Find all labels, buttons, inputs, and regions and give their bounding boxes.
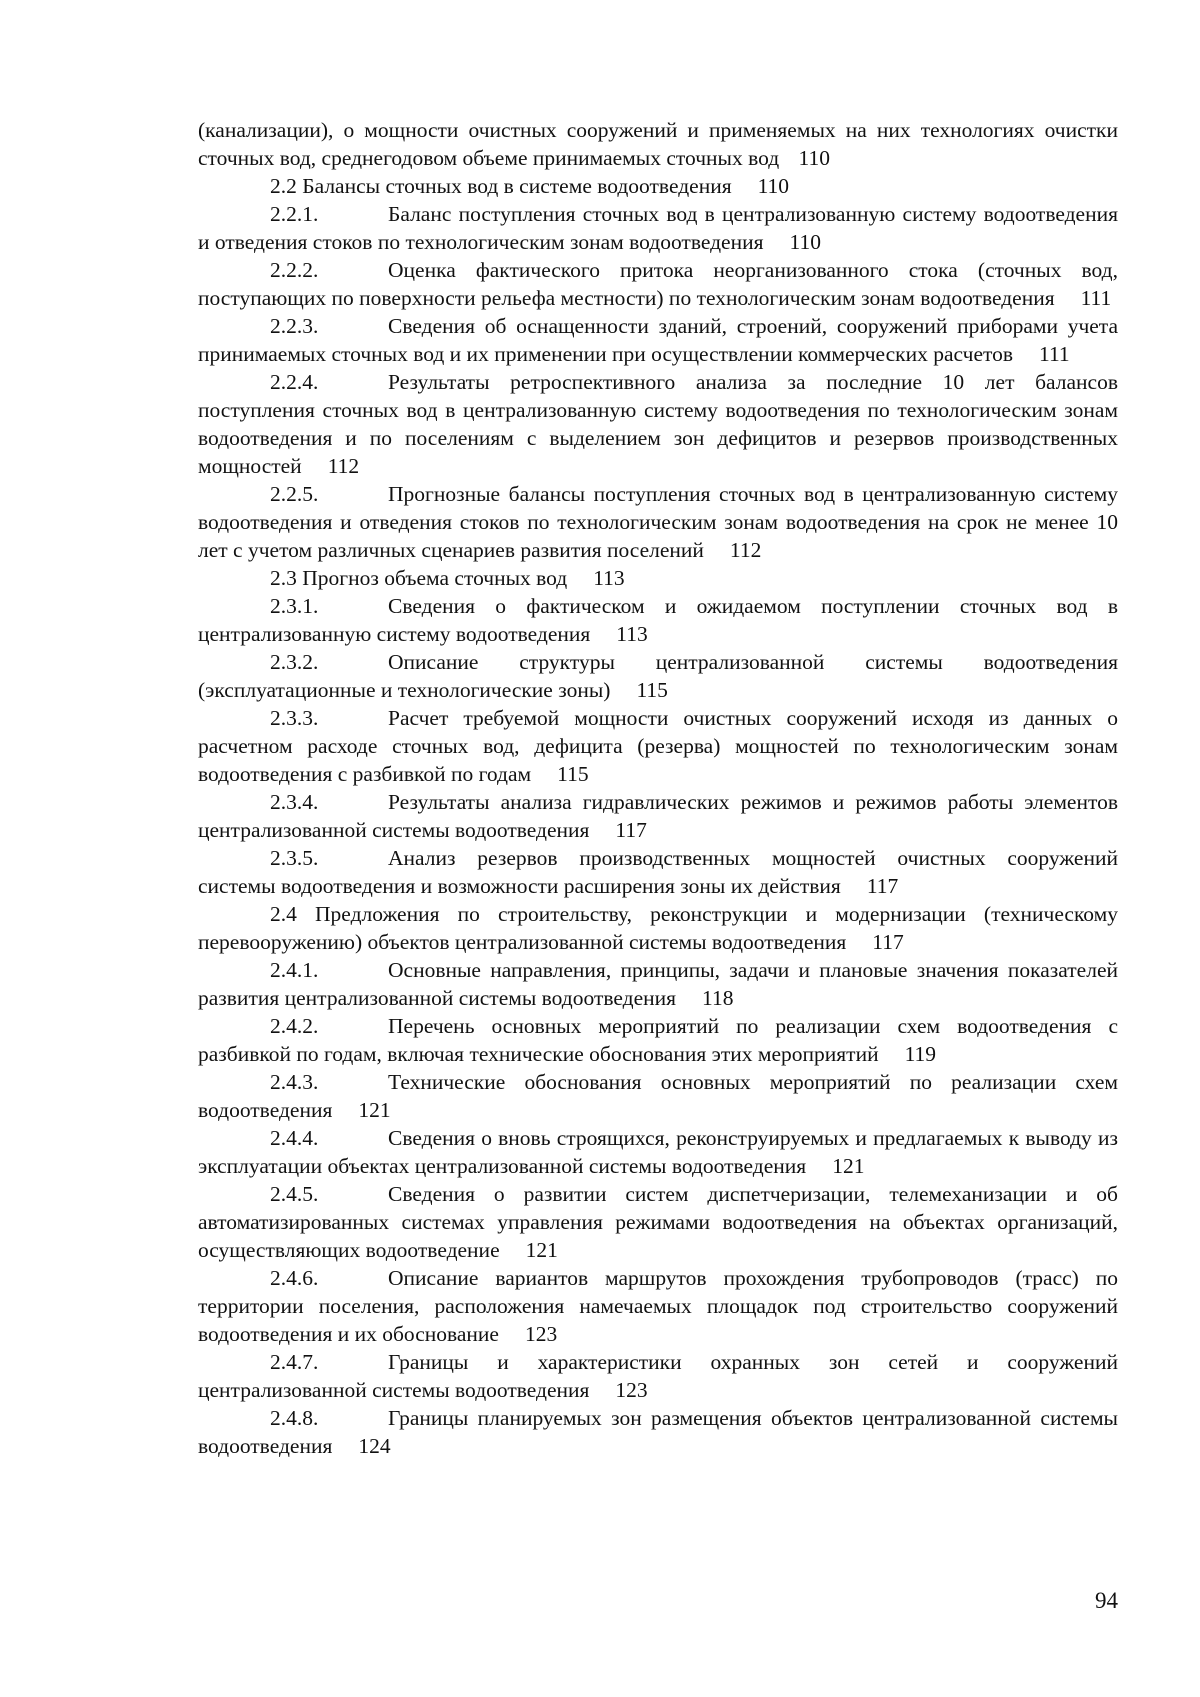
toc-entry	[198, 200, 1118, 256]
toc-entry-page: 112	[327, 454, 360, 478]
toc-entry-page: 121	[358, 1098, 391, 1122]
toc-entry	[198, 1404, 1118, 1460]
toc-entry-page: 112	[729, 538, 762, 562]
toc-entry-number: 2.2.5.	[270, 482, 319, 506]
toc-entry-page: 110	[789, 230, 821, 254]
toc-entries	[198, 172, 1118, 1460]
toc-entry-title: Прогнозные балансы поступления сточных вод в централизованную систему водоотведения и отведения стоков по технологическим зонам водоотведения на срок не менее 10 лет с учетом различных сценариев развития поселений	[198, 482, 1118, 562]
toc-entry-title: Результаты ретроспективного анализа за последние 10 лет балансов поступления сточных вод в централизованную систему водоотведения по технологическим зонам водоотведения и по поселениям с выделением зон дефицитов и резервов производственных мощностей	[198, 370, 1118, 478]
toc-continuation	[198, 116, 1118, 172]
toc-entry	[198, 256, 1118, 312]
page-number: 94	[1095, 1588, 1118, 1613]
toc-entry	[198, 956, 1118, 1012]
toc-entry-title: Описание структуры централизованной системы водоотведения (эксплуатационные и технологические зоны)	[198, 650, 1118, 702]
toc-entry-title: Сведения о развитии систем диспетчеризации, телемеханизации и об автоматизированных системах управления режимами водоотведения на объектах организаций, осуществляющих водоотведение	[198, 1182, 1118, 1262]
toc-entry-page: 123	[524, 1322, 558, 1346]
toc-entry-page: 121	[525, 1238, 558, 1262]
toc-entry-title: Границы и характеристики охранных зон сетей и сооружений централизованной системы водоотведения	[198, 1350, 1118, 1402]
toc-entry-page: 115	[557, 762, 589, 786]
toc-entry-page: 110	[757, 174, 790, 198]
toc-entry	[198, 1068, 1118, 1124]
toc-entry-title: Перечень основных мероприятий по реализации схем водоотведения с разбивкой по годам, включая технические обоснования этих мероприятий	[198, 1014, 1118, 1066]
toc-entry	[198, 704, 1118, 788]
toc-entry-page: 113	[616, 622, 648, 646]
toc-entry-page: 119	[904, 1042, 937, 1066]
toc-entry	[198, 592, 1118, 648]
toc-entry-number: 2.2	[270, 174, 297, 198]
toc-entry-page: 121	[832, 1154, 865, 1178]
toc-entry	[198, 788, 1118, 844]
toc-entry-number: 2.3.5.	[270, 846, 319, 870]
toc-entry	[198, 900, 1118, 956]
toc-entry-number: 2.4.5.	[270, 1182, 319, 1206]
toc-entry-number: 2.4.8.	[270, 1406, 319, 1430]
toc-entry-title: Балансы сточных вод в системе водоотведения	[302, 174, 732, 198]
toc-entry-page: 111	[1080, 286, 1112, 310]
toc-entry-page: 113	[593, 566, 625, 590]
toc-entry-number: 2.3.4.	[270, 790, 319, 814]
toc-entry	[198, 312, 1118, 368]
toc-entry-page: 117	[866, 874, 899, 898]
toc-entry-number: 2.4.4.	[270, 1126, 319, 1150]
toc-entry-number: 2.4.6.	[270, 1266, 319, 1290]
toc-entry	[198, 172, 1118, 200]
toc-entry	[198, 480, 1118, 564]
toc-entry	[198, 844, 1118, 900]
toc-entry-number: 2.4	[270, 902, 297, 926]
toc-entry-number: 2.2.1.	[270, 202, 319, 226]
toc-entry-page: 117	[615, 818, 647, 842]
toc-entry-title: Описание вариантов маршрутов прохождения трубопроводов (трасс) по территории поселения, расположения намечаемых площадок под строительство сооружений водоотведения и их обоснование	[198, 1266, 1118, 1346]
toc-entry-title: Прогноз объема сточных вод	[302, 566, 568, 590]
toc-entry-number: 2.3	[270, 566, 297, 590]
toc-entry-title: Результаты анализа гидравлических режимов и режимов работы элементов централизованной системы водоотведения	[198, 790, 1118, 842]
toc-entry-page: 115	[636, 678, 668, 702]
toc-entry-title: Анализ резервов производственных мощностей очистных сооружений системы водоотведения и возможности расширения зоны их действия	[198, 846, 1118, 898]
toc-entry-number: 2.2.4.	[270, 370, 319, 394]
toc-entry-page: 118	[702, 986, 734, 1010]
toc-entry-title: Баланс поступления сточных вод в централизованную систему водоотведения и отведения стоков по технологическим зонам водоотведения	[198, 202, 1118, 254]
toc-entry-page: 124	[358, 1434, 391, 1458]
toc-entry-number: 2.2.2.	[270, 258, 319, 282]
toc-entry	[198, 564, 1118, 592]
toc-entry	[198, 1180, 1118, 1264]
toc-entry-number: 2.3.3.	[270, 706, 319, 730]
toc-entry-title: Основные направления, принципы, задачи и плановые значения показателей развития централизованной системы водоотведения	[198, 958, 1118, 1010]
toc-entry-number: 2.4.1.	[270, 958, 319, 982]
toc-entry-number: 2.3.2.	[270, 650, 319, 674]
toc-entry-title: Оценка фактического притока неорганизованного стока (сточных вод, поступающих по поверхности рельефа местности) по технологическим зонам водоотведения	[198, 258, 1118, 310]
toc-entry	[198, 368, 1118, 480]
toc-entry-title: Технические обоснования основных мероприятий по реализации схем водоотведения	[198, 1070, 1118, 1122]
toc-page	[198, 116, 1118, 1460]
toc-entry-number: 2.4.7.	[270, 1350, 319, 1374]
toc-entry-number: 2.4.3.	[270, 1070, 319, 1094]
toc-entry	[198, 1124, 1118, 1180]
toc-entry-title: Сведения о фактическом и ожидаемом поступлении сточных вод в централизованную систему водоотведения	[198, 594, 1118, 646]
toc-entry	[198, 648, 1118, 704]
toc-entry-page: 123	[615, 1378, 648, 1402]
toc-continuation-page: 110	[798, 146, 830, 170]
toc-entry	[198, 1348, 1118, 1404]
toc-entry-title: Сведения о вновь строящихся, реконструируемых и предлагаемых к выводу из эксплуатации объектах централизованной системы водоотведения	[198, 1126, 1118, 1178]
toc-entry-number: 2.2.3.	[270, 314, 319, 338]
toc-entry-title: Предложения по строительству, реконструкции и модернизации (техническому перевооружению) объектов централизованной системы водоотведения	[198, 902, 1118, 954]
toc-entry-number: 2.4.2.	[270, 1014, 319, 1038]
toc-entry	[198, 1264, 1118, 1348]
toc-entry	[198, 1012, 1118, 1068]
toc-continuation-text: (канализации), о мощности очистных сооружений и применяемых на них технологиях очистки сточных вод, среднегодовом объеме принимаемых сточных вод	[198, 118, 1118, 170]
toc-entry-number: 2.3.1.	[270, 594, 319, 618]
toc-entry-title: Расчет требуемой мощности очистных сооружений исходя из данных о расчетном расходе сточных вод, дефицита (резерва) мощностей по технологическим зонам водоотведения с разбивкой по годам	[198, 706, 1118, 786]
toc-entry-title: Сведения об оснащенности зданий, строений, сооружений приборами учета принимаемых сточных вод и их применении при осуществлении коммерческих расчетов	[198, 314, 1118, 366]
toc-entry-page: 111	[1039, 342, 1070, 366]
toc-entry-title: Границы планируемых зон размещения объектов централизованной системы водоотведения	[198, 1406, 1118, 1458]
toc-entry-page: 117	[872, 930, 904, 954]
